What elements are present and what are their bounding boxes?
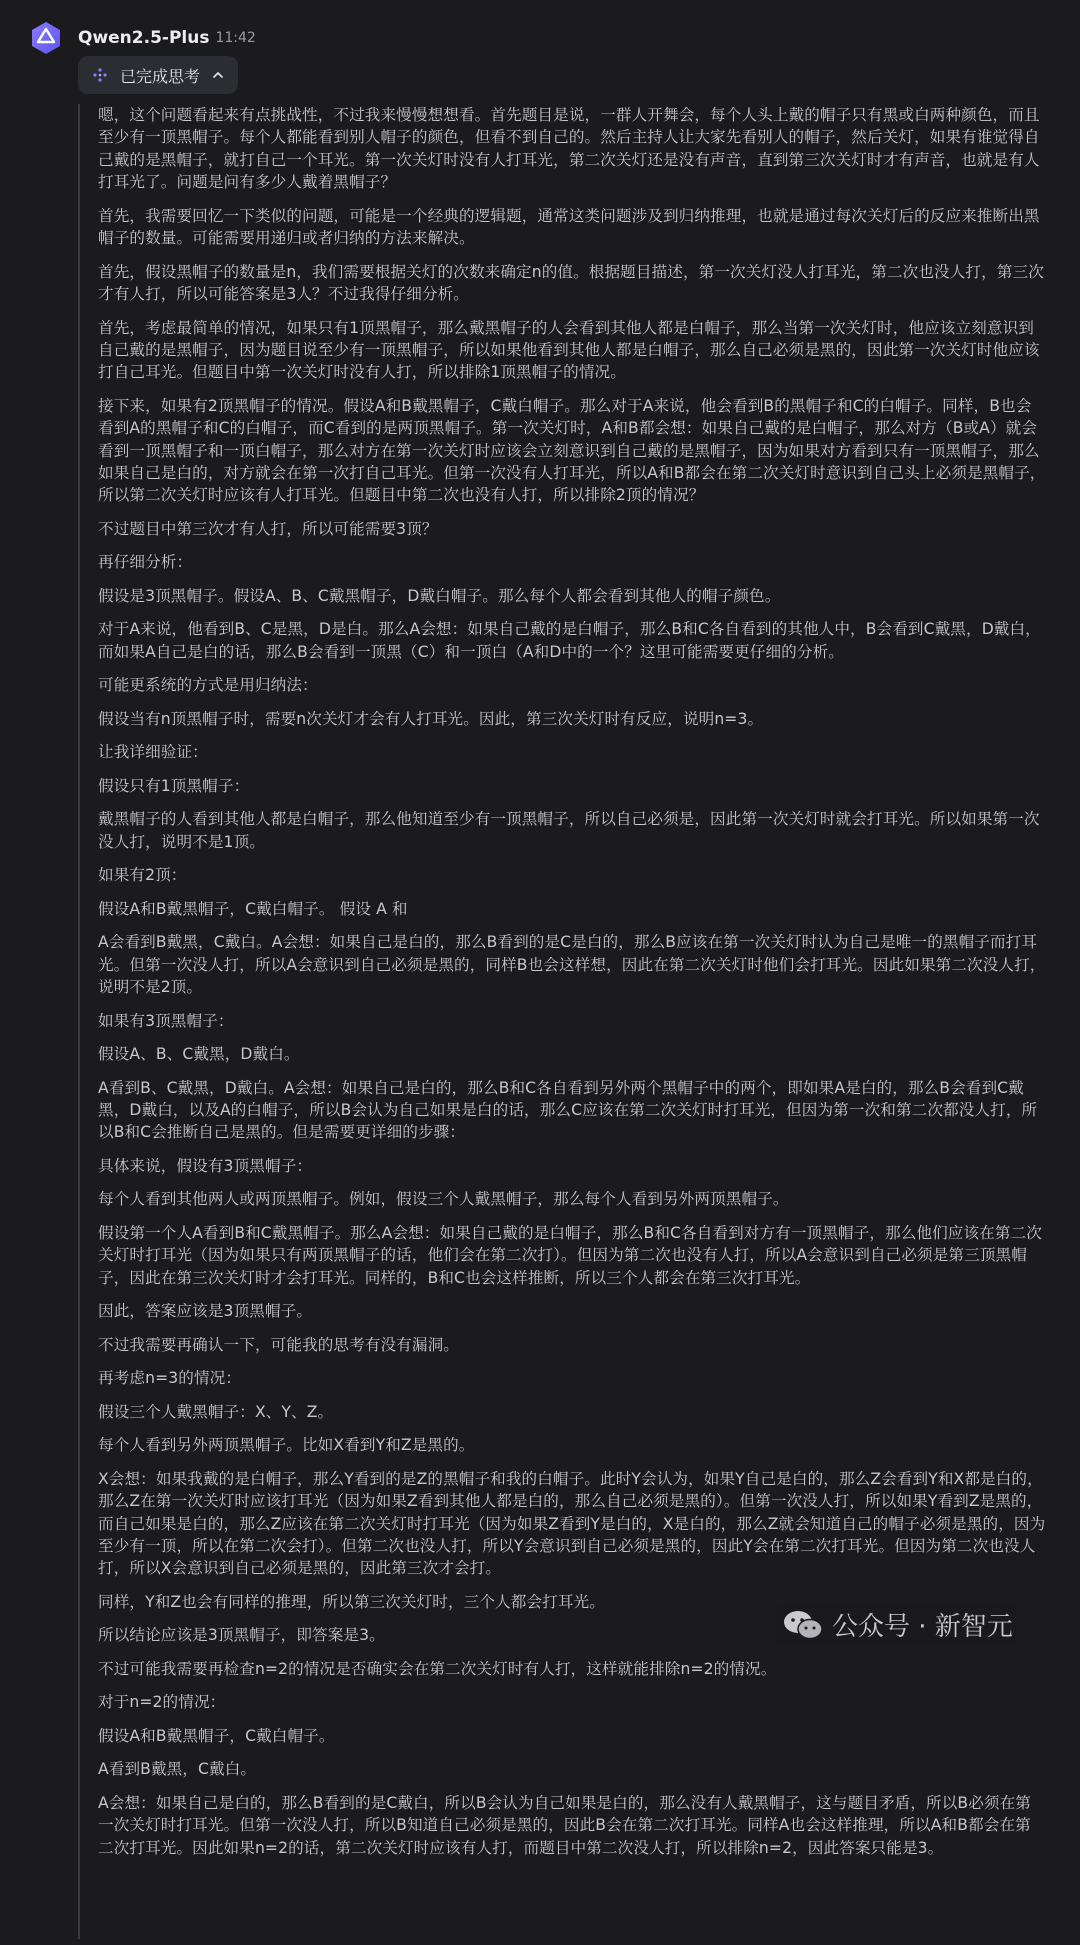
thinking-toggle-button[interactable] <box>78 56 238 94</box>
thought-paragraph: 如果有3顶黑帽子： <box>98 1011 234 1030</box>
thought-paragraph: 接下来，如果有2顶黑帽子的情况。假设A和B戴黑帽子，C戴白帽子。那么对于A来说，他会看到B的黑帽子和C的白帽子。同样，B也会看到A的黑帽子和C的白帽子，而C看到的是两顶黑帽子。第一次关灯时，A和B都会想：如果自己戴的是白帽子，那么对方（B或A）就会看到一顶黑帽子和一顶白帽子，那么对方在第一次关灯时应该会立刻意识到自己戴的是黑帽子，因为如果对方看到只有一顶黑帽子，那么如果自己是白的，对方就会在第一次打自己耳光。但第一次没有人打耳光，所以A和B都会在第二次关灯时意识到自己头上必须是黑帽子，所以第二次关灯时应该有人打耳光。但题目中第二次也没有人打，所以排除2顶的情况？ <box>98 396 1046 505</box>
thought-paragraph: 所以结论应该是3顶黑帽子，即答案是3。 <box>98 1626 385 1645</box>
thought-paragraph: 可能更系统的方式是用归纳法： <box>98 676 318 695</box>
thought-paragraph: 假设A、B、C戴黑，D戴白。 <box>98 1045 300 1064</box>
thought-paragraph: 对于A来说，他看到B、C是黑，D是白。那么A会想：如果自己戴的是白帽子，那么B和C各自看到的其他人中，B会看到C戴黑，D戴白，而如果A自己是白的话，那么B会看到一顶黑（C）和一顶白（A和D中的一个？这里可能需要更仔细的分析。 <box>98 620 1041 661</box>
thought-paragraph: A看到B戴黑，C戴白。 <box>98 1760 257 1779</box>
thought-paragraph: 同样，Y和Z也会有同样的推理，所以第三次关灯时，三个人都会打耳光。 <box>98 1592 605 1611</box>
sparkle-icon <box>92 67 108 83</box>
thought-content <box>78 104 1046 1939</box>
thought-paragraph: 对于n=2的情况： <box>98 1693 226 1712</box>
thought-paragraph: 不过我需要再确认一下，可能我的思考有没有漏洞。 <box>98 1335 459 1354</box>
thought-paragraph: A会想：如果自己是白的，那么B看到的是C戴白，所以B会认为自己如果是白的，那么没有人戴黑帽子，这与题目矛盾，所以B必须在第一次关灯时打耳光。但第一次没人打，所以B知道自己必须是黑的，因此B会在第二次打耳光。同样A也会这样推理，所以A和B都会在第二次打耳光。因此如果n=2的话，第二次关灯时应该有人打，而题目中第二次没人打，所以排除n=2，因此答案只能是3。 <box>98 1793 1031 1857</box>
thought-paragraph: 假设是3顶黑帽子。假设A、B、C戴黑帽子，D戴白帽子。那么每个人都会看到其他人的帽子颜色。 <box>98 586 781 605</box>
thought-paragraph: 嗯，这个问题看起来有点挑战性，不过我来慢慢想想看。首先题目是说，一群人开舞会，每个人头上戴的帽子只有黑或白两种颜色，而且至少有一顶黑帽子。每个人都能看到别人帽子的颜色，但看不到自己的。然后主持人让大家先看别人的帽子，然后关灯，如果有谁觉得自己戴的是黑帽子，就打自己一个耳光。第一次关灯时没有人打耳光，第二次关灯还是没有声音，直到第三次关灯时才有声音，也就是有人打耳光了。问题是问有多少人戴着黑帽子？ <box>98 106 1040 192</box>
thought-paragraph: 每个人看到其他两人或两顶黑帽子。例如，假设三个人戴黑帽子，那么每个人看到另外两顶黑帽子。 <box>98 1190 789 1209</box>
thought-paragraph: 假设A和B戴黑帽子，C戴白帽子。 假设 A 和 <box>98 899 408 918</box>
wechat-icon <box>782 1608 824 1642</box>
thought-paragraph: 首先，考虑最简单的情况，如果只有1顶黑帽子，那么戴黑帽子的人会看到其他人都是白帽子，那么当第一次关灯时，他应该立刻意识到自己戴的是黑帽子，因为题目说至少有一顶黑帽子，所以如果他看到其他人都是白帽子，那么自己必须是黑的，因此第一次关灯时他应该打自己耳光。但题目中第一次关灯时没有人打，所以排除1顶黑帽子的情况。 <box>98 318 1040 382</box>
thought-paragraph: 假设第一个人A看到B和C戴黑帽子。那么A会想：如果自己戴的是白帽子，那么B和C各自看到对方有一顶黑帽子，那么他们应该在第二次关灯时打耳光（因为如果只有两顶黑帽子的话，他们会在第二次打）。但因为第二次也没有人打，所以A会意识到自己必须是第三顶黑帽子，因此在第三次关灯时才会打耳光。同样的，B和C也会这样推断，所以三个人都会在第三次打耳光。 <box>98 1223 1042 1287</box>
thought-paragraph: 不过题目中第三次才有人打，所以可能需要3顶？ <box>98 519 438 538</box>
thought-paragraph: 再仔细分析： <box>98 553 193 572</box>
watermark-text: 公众号 · 新智元 <box>832 1612 1013 1642</box>
model-name: Qwen2.5-Plus <box>78 28 210 48</box>
thought-paragraph: 让我详细验证： <box>98 743 208 762</box>
message-header <box>28 18 256 58</box>
thought-paragraph: 假设只有1顶黑帽子： <box>98 776 250 795</box>
chevron-up-icon <box>212 69 224 81</box>
thought-paragraph: A会看到B戴黑，C戴白。A会想：如果自己是白的，那么B看到的是C是白的，那么B应该在第一次关灯时认为自己是唯一的黑帽子而打耳光。但第一次没人打，所以A会意识到自己必须是黑的，同样B也会这样想，因此在第二次关灯时他们会打耳光。因此如果第二次没人打，说明不是2顶。 <box>98 933 1046 997</box>
thought-paragraph: 再考虑n=3的情况： <box>98 1369 242 1388</box>
thought-paragraph: 假设当有n顶黑帽子时，需要n次关灯才会有人打耳光。因此，第三次关灯时有反应，说明n=3。 <box>98 709 764 728</box>
thought-paragraph: 戴黑帽子的人看到其他人都是白帽子，那么他知道至少有一顶黑帽子，所以自己必须是，因此第一次关灯时就会打耳光。所以如果第一次没人打，说明不是1顶。 <box>98 810 1040 851</box>
thought-paragraph: 如果有2顶： <box>98 866 187 885</box>
message-time: 11:42 <box>215 30 256 46</box>
thought-paragraph: 每个人看到另外两顶黑帽子。比如X看到Y和Z是黑的。 <box>98 1436 475 1455</box>
thinking-toggle-label: 已完成思考 <box>120 66 201 86</box>
watermark <box>776 1604 1019 1645</box>
thought-paragraph: 因此，答案应该是3顶黑帽子。 <box>98 1302 313 1321</box>
thought-paragraph: 首先，我需要回忆一下类似的问题，可能是一个经典的逻辑题，通常这类问题涉及到归纳推理，也就是通过每次关灯后的反应来推断出黑帽子的数量。可能需要用递归或者归纳的方法来解决。 <box>98 206 1040 248</box>
thought-paragraph: 假设A和B戴黑帽子，C戴白帽子。 <box>98 1726 335 1745</box>
thought-paragraph: X会想：如果我戴的是白帽子，那么Y看到的是Z的黑帽子和我的白帽子。此时Y会认为，如果Y自己是白的，那么Z会看到Y和X都是白的，那么Z在第一次关灯时应该打耳光（因为如果Z看到其他人都是白的，那么自己必须是黑的）。但第一次没人打，所以如果Y看到Z是黑的，而自己如果是白的，那么Z应该在第二次关灯时打耳光（因为如果Z看到Y是白的，X是白的，那么Z就会知道自己的帽子必须是黑的，因为至少有一顶，所以在第二次会打）。但第二次也没人打，所以Y会意识到自己必须是黑的，因此Y会在第二次打耳光。但因为第二次也没人打，所以X会意识到自己必须是黑的，因此第三次才会打。 <box>98 1469 1046 1578</box>
thought-paragraph: 具体来说，假设有3顶黑帽子： <box>98 1156 313 1175</box>
qwen-logo-icon <box>28 20 64 56</box>
thought-paragraph: 首先，假设黑帽子的数量是n，我们需要根据关灯的次数来确定n的值。根据题目描述，第一次关灯没人打耳光，第二次也没人打，第三次才有人打，所以可能答案是3人？不过我得仔细分析。 <box>98 262 1044 304</box>
thought-paragraph: 假设三个人戴黑帽子：X、Y、Z。 <box>98 1402 334 1421</box>
thought-paragraph: 不过可能我需要再检查n=2的情况是否确实会在第二次关灯时有人打，这样就能排除n=2的情况。 <box>98 1659 777 1678</box>
thought-paragraph: A看到B、C戴黑，D戴白。A会想：如果自己是白的，那么B和C各自看到另外两个黑帽子中的两个，即如果A是白的，那么B会看到C戴黑，D戴白，以及A的白帽子，所以B会认为自己如果是白的话，那么C应该在第二次关灯时打耳光，但因为第一次和第二次都没人打，所以B和C会推断自己是黑的。但是需要更详细的步骤： <box>98 1078 1038 1142</box>
